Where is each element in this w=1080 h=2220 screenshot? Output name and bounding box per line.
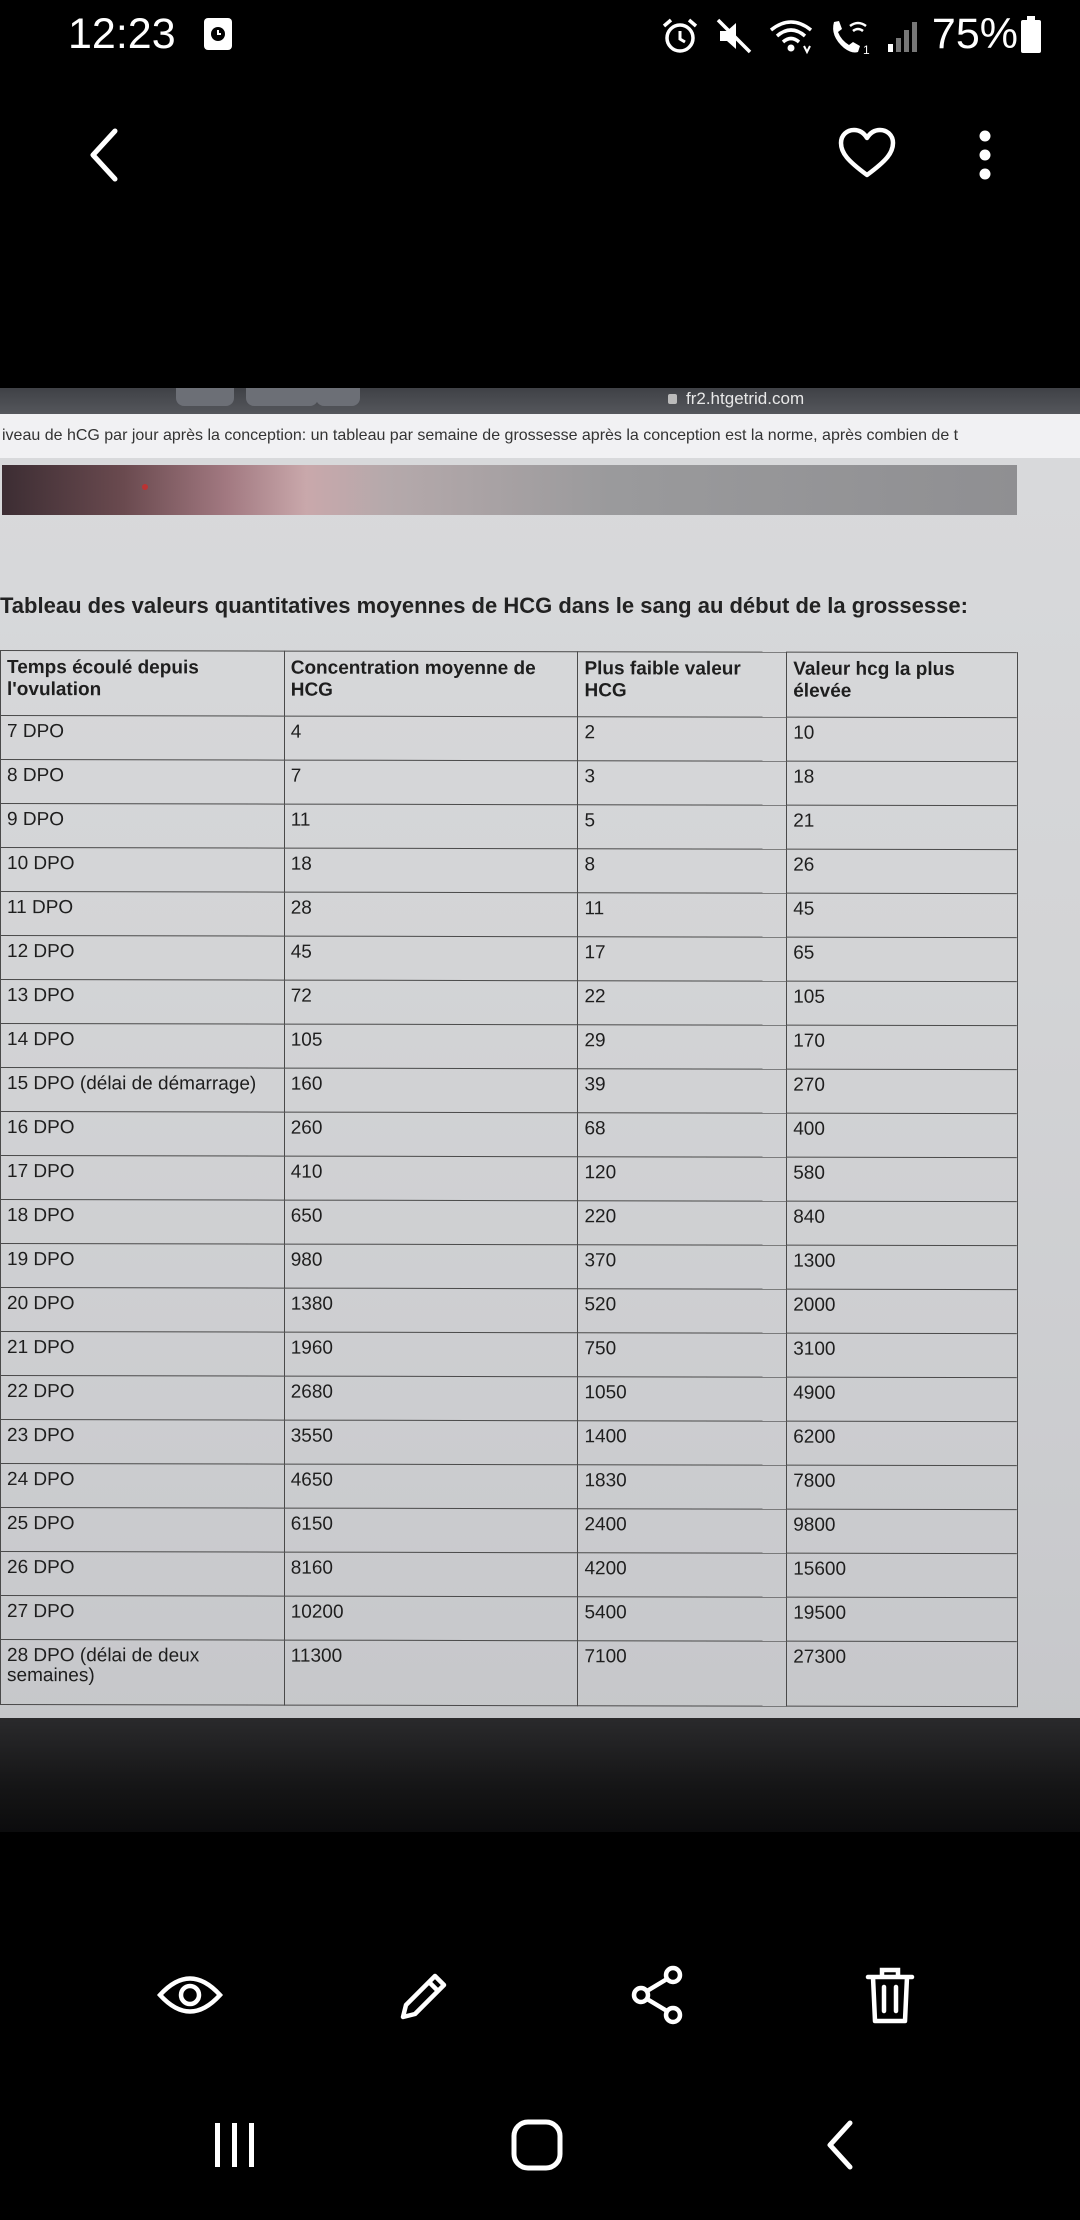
share-icon <box>629 1965 685 2025</box>
share-button[interactable] <box>617 1958 697 2032</box>
table-row <box>1 1508 1018 1554</box>
cell-max: 840 <box>787 1201 1018 1245</box>
table-row <box>1 936 1018 982</box>
edit-button[interactable] <box>385 1958 465 2032</box>
cell-time: 26 DPO <box>1 1552 285 1597</box>
table-row <box>1 1332 1018 1378</box>
table-row <box>1 1244 1018 1290</box>
photo-tab-3 <box>316 388 360 406</box>
wifi-icon <box>768 16 814 56</box>
photo-toolbar <box>0 1940 1080 2050</box>
header-max: Valeur hcg la plus élevée <box>787 652 1018 717</box>
cell-min: 3 <box>578 761 787 805</box>
photo-table-title: Tableau des valeurs quantitatives moyennes de HCG dans le sang au début de la grossesse: <box>0 593 968 618</box>
table-row <box>1 892 1018 938</box>
table-row <box>1 1376 1018 1422</box>
cell-mean: 72 <box>284 980 578 1025</box>
table-row <box>1 1024 1018 1070</box>
photo-page-heading: iveau de hCG par jour après la conception: un tableau par semaine de grossesse après la conception est la norme, après combien de t <box>0 414 1080 458</box>
cell-mean: 18 <box>284 848 578 893</box>
more-options-button[interactable] <box>960 118 1010 192</box>
cell-time: 25 DPO <box>1 1508 285 1553</box>
photo-page-banner <box>2 465 1017 515</box>
table-header-row <box>1 651 1018 718</box>
cell-time: 12 DPO <box>1 936 285 981</box>
status-icons <box>660 14 920 58</box>
back-icon <box>824 2119 856 2171</box>
cell-max: 45 <box>787 893 1018 937</box>
cell-max: 26 <box>787 849 1018 893</box>
cell-time: 24 DPO <box>1 1464 285 1509</box>
lock-icon <box>668 394 677 404</box>
cell-max: 3100 <box>787 1333 1018 1377</box>
cell-time: 16 DPO <box>1 1112 285 1157</box>
cell-time: 27 DPO <box>1 1596 285 1641</box>
cell-time: 22 DPO <box>1 1376 285 1421</box>
cell-time: 9 DPO <box>1 804 285 849</box>
more-vert-icon <box>978 130 992 180</box>
cell-time: 18 DPO <box>1 1200 285 1245</box>
cell-time: 14 DPO <box>1 1024 285 1069</box>
cell-max: 21 <box>787 805 1018 849</box>
cell-max: 400 <box>787 1113 1018 1157</box>
banner-dot <box>142 484 148 490</box>
cell-max: 10 <box>787 717 1018 761</box>
cell-min: 120 <box>578 1157 787 1201</box>
cell-min: 68 <box>578 1113 787 1157</box>
cell-max: 15600 <box>787 1553 1018 1597</box>
cell-min: 39 <box>578 1069 787 1113</box>
delete-button[interactable] <box>850 1958 930 2032</box>
table-row <box>1 1552 1018 1598</box>
cell-mean: 3550 <box>284 1420 578 1465</box>
table-row <box>1 848 1018 894</box>
table-row <box>1 1596 1018 1642</box>
cell-max: 18 <box>787 761 1018 805</box>
cell-mean: 105 <box>284 1024 578 1069</box>
photo-tab-1 <box>176 388 234 406</box>
cell-mean: 260 <box>284 1112 578 1157</box>
cell-max: 1300 <box>787 1245 1018 1289</box>
status-bar <box>0 0 1080 72</box>
table-row <box>1 1156 1018 1202</box>
header-min: Plus faible valeur HCG <box>578 652 787 717</box>
cell-time: 15 DPO (délai de démarrage) <box>1 1068 285 1113</box>
cell-min: 4200 <box>578 1553 787 1597</box>
cell-max: 65 <box>787 937 1018 981</box>
cell-mean: 4 <box>284 716 578 761</box>
cell-time: 7 DPO <box>1 716 285 761</box>
table-row <box>1 1112 1018 1158</box>
table-row <box>1 804 1018 850</box>
nav-back-button[interactable] <box>800 2110 880 2180</box>
cell-mean: 28 <box>284 892 578 937</box>
mute-icon <box>714 16 754 56</box>
app-bar <box>0 100 1080 210</box>
cell-time: 20 DPO <box>1 1288 285 1333</box>
table-row <box>1 760 1018 806</box>
battery-icon <box>1020 16 1042 54</box>
cell-min: 22 <box>578 981 787 1025</box>
cell-min: 8 <box>578 849 787 893</box>
back-button[interactable] <box>70 120 140 190</box>
photo-browser-url: fr2.htgetrid.com <box>686 389 805 408</box>
cell-mean: 11300 <box>284 1640 578 1706</box>
cell-min: 5400 <box>578 1597 787 1641</box>
cell-mean: 11 <box>284 804 578 849</box>
photo-browser-bar <box>0 388 1080 414</box>
home-icon <box>511 2119 563 2171</box>
cell-max: 270 <box>787 1069 1018 1113</box>
photo-bottom-shadow <box>0 1718 1080 1832</box>
cell-max: 19500 <box>787 1597 1018 1641</box>
cell-mean: 980 <box>284 1244 578 1289</box>
heart-icon <box>838 127 896 179</box>
cell-min: 5 <box>578 805 787 849</box>
table-row <box>1 716 1018 762</box>
edit-icon <box>397 1967 453 2023</box>
cell-time: 17 DPO <box>1 1156 285 1201</box>
cell-mean: 4650 <box>284 1464 578 1509</box>
header-mean: Concentration moyenne de HCG <box>284 651 578 717</box>
cell-min: 520 <box>578 1289 787 1333</box>
photo-viewer-image[interactable] <box>0 388 1080 1832</box>
cell-min: 29 <box>578 1025 787 1069</box>
cell-mean: 8160 <box>284 1552 578 1597</box>
cell-time: 13 DPO <box>1 980 285 1025</box>
table-row <box>1 1464 1018 1510</box>
cell-mean: 45 <box>284 936 578 981</box>
delete-icon <box>865 1965 915 2025</box>
svg-text:1: 1 <box>863 43 870 56</box>
cell-mean: 7 <box>284 760 578 805</box>
cell-max: 4900 <box>787 1377 1018 1421</box>
cell-time: 23 DPO <box>1 1420 285 1465</box>
status-time: 12:23 <box>68 10 176 58</box>
cell-min: 370 <box>578 1245 787 1289</box>
cell-mean: 1960 <box>284 1332 578 1377</box>
cell-max: 6200 <box>787 1421 1018 1465</box>
cell-mean: 10200 <box>284 1596 578 1641</box>
signal-icon <box>886 16 920 56</box>
cell-min: 2400 <box>578 1509 787 1553</box>
cell-time: 11 DPO <box>1 892 285 937</box>
cell-min: 11 <box>578 893 787 937</box>
cell-min: 1830 <box>578 1465 787 1509</box>
cell-time: 10 DPO <box>1 848 285 893</box>
cell-mean: 160 <box>284 1068 578 1113</box>
recent-apps-icon <box>212 2120 258 2170</box>
cell-time: 19 DPO <box>1 1244 285 1289</box>
table-row <box>1 1420 1018 1466</box>
cell-mean: 6150 <box>284 1508 578 1553</box>
cell-min: 750 <box>578 1333 787 1377</box>
cell-max: 27300 <box>787 1641 1018 1706</box>
cell-min: 17 <box>578 937 787 981</box>
cell-mean: 2680 <box>284 1376 578 1421</box>
cell-mean: 650 <box>284 1200 578 1245</box>
cell-min: 1050 <box>578 1377 787 1421</box>
table-row <box>1 1200 1018 1246</box>
cell-time: 21 DPO <box>1 1332 285 1377</box>
recent-apps-button[interactable] <box>195 2110 275 2180</box>
screenshot-notification-icon <box>203 17 233 51</box>
table-row <box>1 1068 1018 1114</box>
cell-time: 8 DPO <box>1 760 285 805</box>
home-button[interactable] <box>497 2110 577 2180</box>
cell-max: 170 <box>787 1025 1018 1069</box>
cell-min: 7100 <box>578 1641 787 1706</box>
table-row <box>1 1640 1018 1707</box>
cell-mean: 410 <box>284 1156 578 1201</box>
alarm-icon <box>660 16 700 56</box>
cell-max: 580 <box>787 1157 1018 1201</box>
table-row <box>1 1288 1018 1334</box>
battery-percent: 75% <box>931 10 1018 58</box>
system-nav-bar <box>0 2100 1080 2200</box>
view-button[interactable] <box>150 1960 230 2030</box>
table-row <box>1 980 1018 1026</box>
cell-min: 2 <box>578 717 787 761</box>
cell-max: 7800 <box>787 1465 1018 1509</box>
back-arrow-icon <box>85 127 125 183</box>
wifi-calling-icon <box>828 16 872 56</box>
cell-max: 105 <box>787 981 1018 1025</box>
cell-min: 1400 <box>578 1421 787 1465</box>
header-time: Temps écoulé depuis l'ovulation <box>1 651 285 717</box>
cell-max: 2000 <box>787 1289 1018 1333</box>
cell-time: 28 DPO (délai de deux semaines) <box>1 1640 285 1706</box>
eye-icon <box>157 1972 223 2018</box>
favorite-button[interactable] <box>830 118 904 188</box>
cell-max: 9800 <box>787 1509 1018 1553</box>
cell-min: 220 <box>578 1201 787 1245</box>
hcg-table <box>0 650 1018 1707</box>
cell-mean: 1380 <box>284 1288 578 1333</box>
photo-tab-2 <box>246 388 318 406</box>
